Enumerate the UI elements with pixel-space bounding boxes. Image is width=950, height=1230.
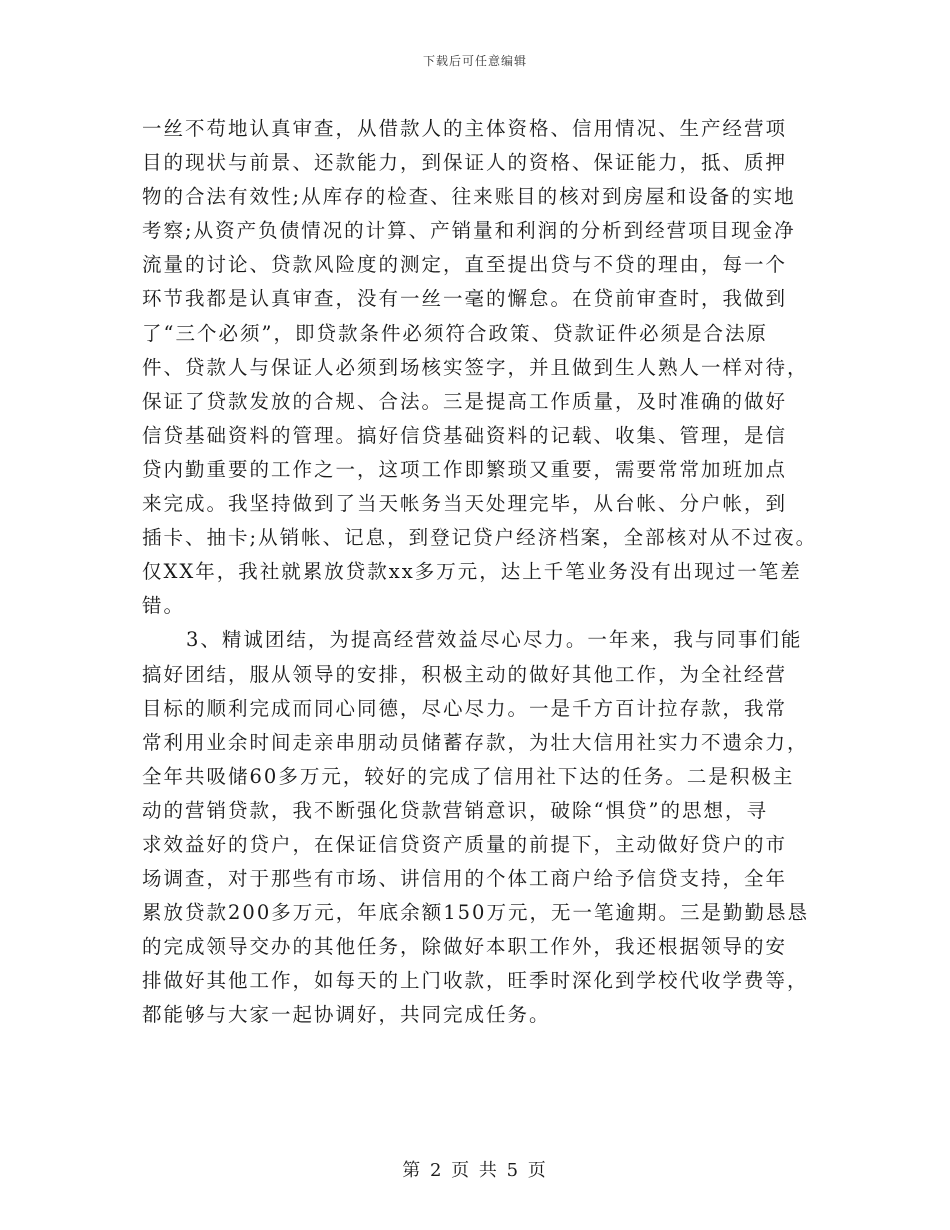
page-header-note: 下载后可任意编辑	[422, 54, 527, 68]
text-line: 考察;从资产负债情况的计算、产销量和利润的分析到经营项目现金净	[142, 219, 796, 243]
text-line: 排做好其他工作，如每天的上门收款，旺季时深化到学校代收学费等，	[142, 969, 809, 993]
text-line: 环节我都是认真审查，没有一丝一毫的懈怠。在贷前审查时，我做到	[142, 287, 788, 311]
text-line: 搞好团结，服从领导的安排，积极主动的做好其他工作，为全社经营	[142, 662, 788, 686]
text-line: 目的现状与前景、还款能力，到保证人的资格、保证能力，抵、质押	[142, 151, 788, 175]
text-line: 了“三个必须”，即贷款条件必须符合政策、贷款证件必须是合法原	[142, 321, 768, 345]
document-body	[142, 112, 818, 1033]
text-line: 目标的顺利完成而同心同德，尽心尽力。一是千方百计拉存款，我常	[142, 696, 788, 720]
page-number-footer: 第 2 页 共 5 页	[402, 1160, 548, 1181]
text-line: 场调查，对于那些有市场、讲信用的个体工商户给予信贷支持，全年	[142, 867, 788, 891]
text-line: 插卡、抽卡;从销帐、记息，到登记贷户经济档案，全部核对从不过夜。	[142, 526, 818, 550]
text-line: 动的营销贷款，我不断强化贷款营销意识，破除“惧贷”的思想，寻	[142, 798, 768, 822]
text-line: 保证了贷款发放的合规、合法。三是提高工作质量，及时准确的做好	[142, 389, 788, 413]
text-line: 流量的讨论、贷款风险度的测定，直至提出贷与不贷的理由，每一个	[142, 253, 788, 277]
text-line: 常利用业余时间走亲串朋动员储蓄存款，为壮大信用社实力不遗余力，	[142, 730, 809, 754]
text-line: 贷内勤重要的工作之一，这项工作即繁琐又重要，需要常常加班加点	[142, 457, 788, 481]
text-line: 仅XX年，我社就累放贷款xx多万元，达上千笔业务没有出现过一笔差	[142, 560, 802, 584]
paragraph-start-line: 3、精诚团结，为提高经营效益尽心尽力。一年来，我与同事们能	[186, 628, 803, 652]
text-line: 求效益好的贷户，在保证信贷资产质量的前提下，主动做好贷户的市	[142, 832, 788, 856]
text-line: 都能够与大家一起协调好，共同完成任务。	[142, 1003, 551, 1027]
text-line: 的完成领导交办的其他任务，除做好本职工作外，我还根据领导的安	[142, 935, 788, 959]
text-line: 一丝不苟地认真审查，从借款人的主体资格、信用情况、生产经营项	[142, 117, 788, 140]
text-line: 累放贷款200多万元，年底余额150万元，无一笔逾期。三是勤勤恳恳	[142, 901, 809, 925]
text-line: 来完成。我坚持做到了当天帐务当天处理完毕，从台帐、分户帐，到	[142, 492, 788, 516]
text-line: 物的合法有效性;从库存的检查、往来账目的核对到房屋和设备的实地	[142, 185, 796, 209]
text-line: 全年共吸储60多万元，较好的完成了信用社下达的任务。二是积极主	[142, 764, 795, 788]
text-line: 信贷基础资料的管理。搞好信贷基础资料的记载、收集、管理，是信	[142, 423, 788, 447]
text-line: 件、贷款人与保证人必须到场核实签字，并且做到生人熟人一样对待，	[142, 355, 809, 379]
text-line: 错。	[142, 594, 186, 618]
